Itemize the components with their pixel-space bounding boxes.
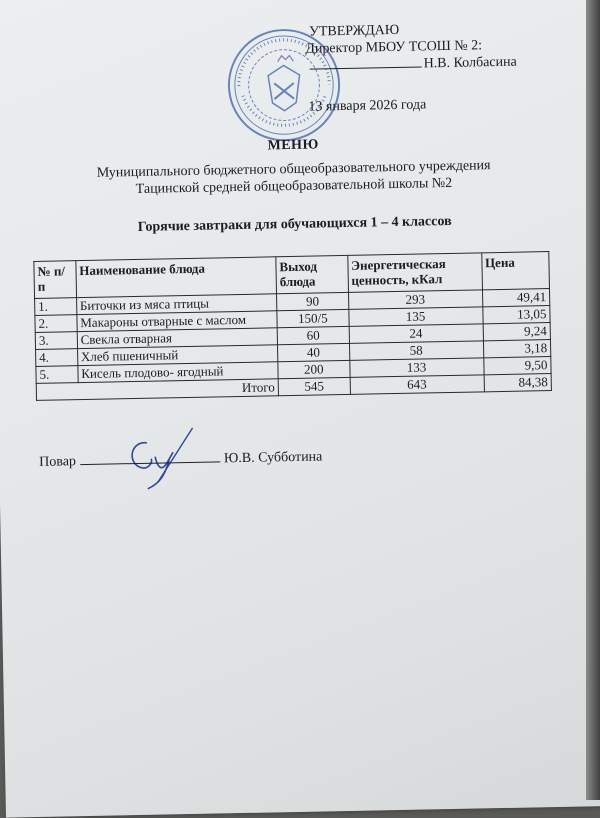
menu-table	[33, 251, 552, 401]
org-name-line1: Муниципального бюджетного общеобразовательного учреждения	[96, 158, 491, 181]
director-signature-line	[310, 66, 422, 69]
header-dish-name: Наименование блюда	[76, 257, 277, 298]
dish-energy: 58	[349, 341, 483, 361]
org-name-line2: Тацинской средней общеобразовательной школы №2	[135, 175, 453, 197]
dish-price: 13,05	[482, 306, 550, 324]
cook-signature-line	[80, 461, 220, 465]
document-title: МЕНЮ	[267, 137, 319, 154]
row-number: 1.	[35, 298, 77, 316]
approval-date: 13 января 2026 года	[308, 97, 427, 115]
dish-output: 40	[277, 343, 349, 361]
dish-price: 49,41	[482, 289, 550, 307]
approval-block	[305, 20, 518, 116]
row-number: 3.	[35, 332, 77, 350]
row-number: 2.	[35, 315, 77, 333]
total-energy: 643	[350, 375, 484, 395]
cook-signature-block	[39, 449, 322, 470]
cook-label: Повар	[39, 454, 77, 470]
director-title: Директор МБОУ ТСОШ № 2:	[305, 38, 483, 57]
dish-output: 60	[277, 326, 349, 344]
dish-energy: 293	[348, 290, 482, 310]
dish-name: Макароны отварные с маслом	[77, 311, 277, 332]
header-number: № п/п	[34, 261, 76, 299]
cook-name: Ю.В. Субботина	[223, 449, 323, 467]
approve-word: УТВЕРЖДАЮ	[308, 22, 400, 40]
dish-name: Кисель плодово- ягодный	[78, 362, 278, 383]
dish-name: Хлеб пшеничный	[77, 345, 277, 366]
dish-price: 9,24	[483, 323, 551, 341]
dish-name: Биточки из мяса птицы	[76, 294, 276, 315]
dish-name: Свекла отварная	[77, 328, 277, 349]
header-energy: Энергетическая ценность, кКал	[347, 253, 482, 293]
dish-output: 200	[278, 360, 350, 378]
row-number: 5.	[36, 366, 78, 384]
total-label: Итого	[36, 379, 278, 401]
header-price: Цена	[481, 252, 549, 290]
header-output: Выход блюда	[276, 255, 348, 293]
director-name: Н.В. Колбасина	[423, 54, 517, 72]
dish-output: 150/5	[277, 309, 349, 327]
dish-energy: 135	[349, 307, 483, 327]
page-edge-shadow	[586, 0, 600, 800]
dish-output: 90	[276, 292, 348, 310]
dish-price: 3,18	[483, 340, 551, 358]
total-price: 84,38	[484, 374, 552, 392]
total-output: 545	[278, 377, 350, 395]
dish-price: 9,50	[483, 357, 551, 375]
row-number: 4.	[36, 349, 78, 367]
dish-energy: 24	[349, 324, 483, 344]
document-subtitle: Горячие завтраки для обучающихся 1 – 4 классов	[137, 213, 452, 235]
dish-energy: 133	[350, 358, 484, 378]
